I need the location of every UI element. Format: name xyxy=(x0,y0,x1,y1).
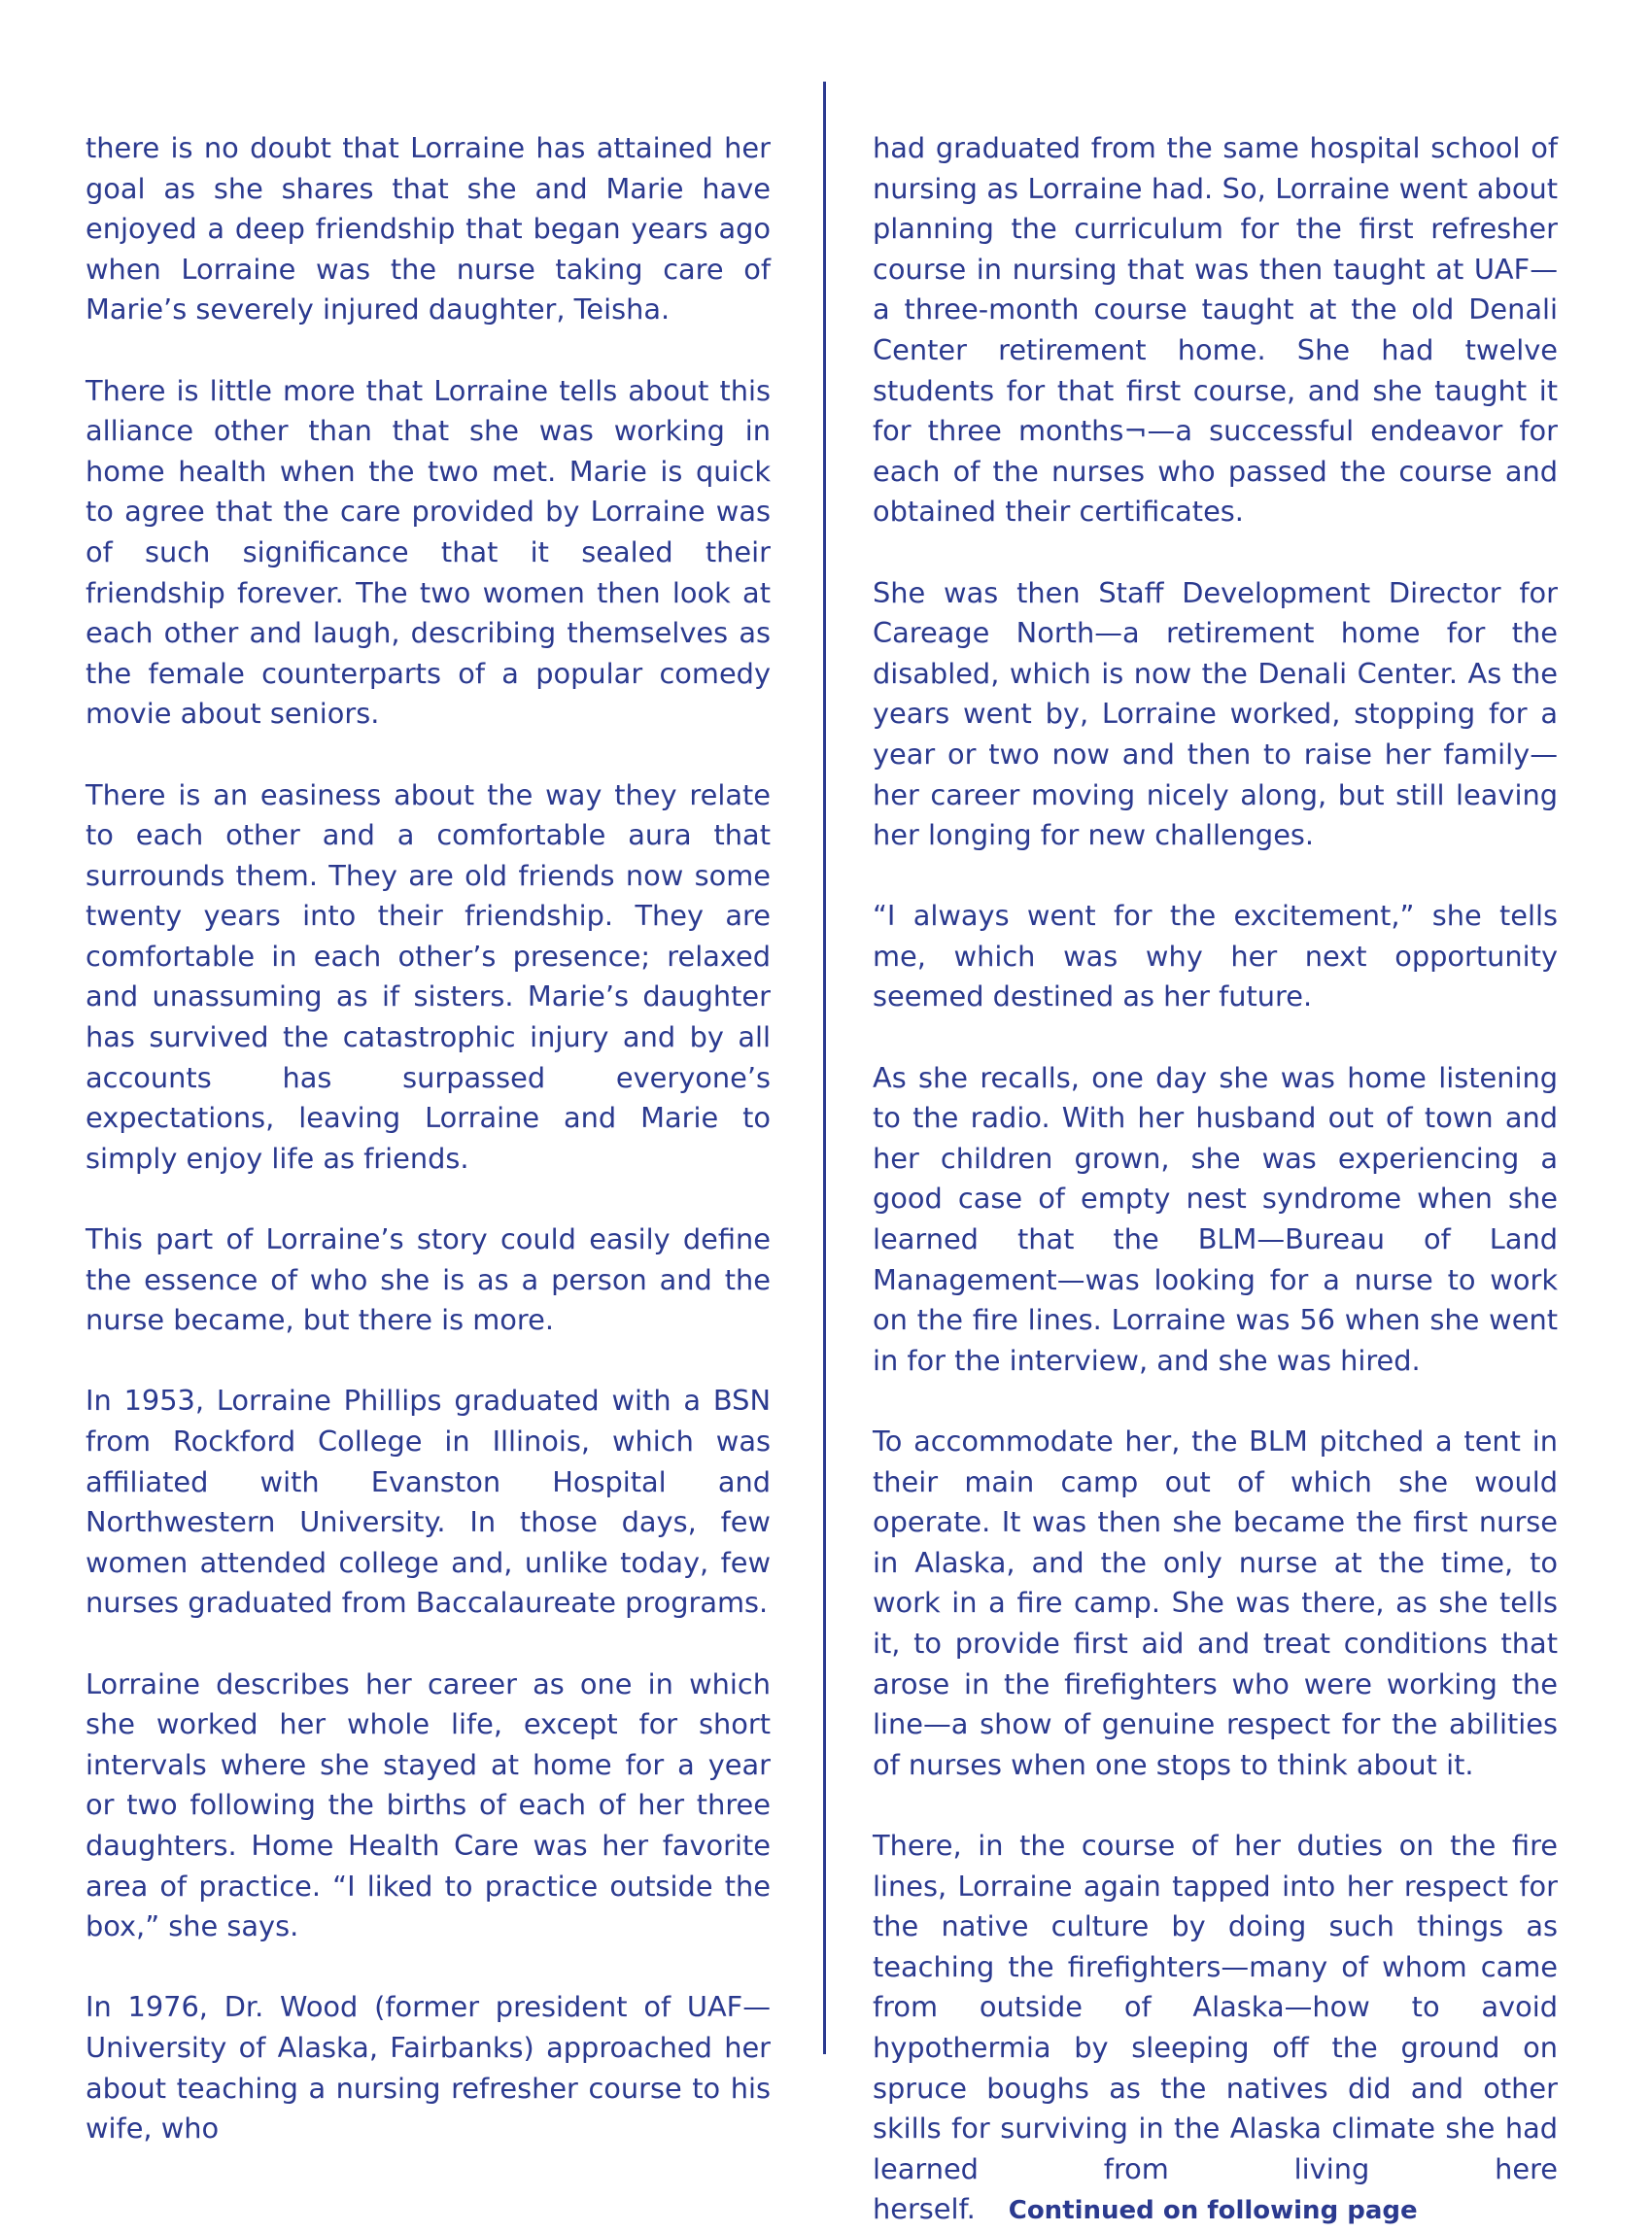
paragraph: She was then Staff Development Director for Careage North—a retirement home for the disabled, which is now the Denali Center. As the years went by, Lorraine worked, stopping for a year or two now and then to raise her family—her career moving nicely along, but still leaving her longing for new challenges. xyxy=(873,575,1558,852)
paragraph: To accommodate her, the BLM pitched a tent in their main camp out of which she would operate. It was then she became the first nurse in Alaska, and the only nurse at the time, to work in a fire camp. She was there, as she tells it, to provide first aid and treat conditions that arose in the firefighters who were working the line—a show of genuine respect for the abilities of nurses when one stops to think about it. xyxy=(873,1425,1558,1781)
paragraph: This part of Lorraine’s story could easily define the essence of who she is as a person and the nurse became, but there is more. xyxy=(86,1222,771,1337)
column-divider xyxy=(823,82,826,2054)
paragraph: “I always went for the excitement,” she tells me, which was why her next opportunity seemed destined as her future. xyxy=(873,899,1558,1013)
paragraph: In 1953, Lorraine Phillips graduated with a BSN from Rockford College in Illinois, which was affiliated with Evanston Hospital and Northwestern University. In those days, few women attended college and, unlike today, few nurses graduated from Baccalaureate programs. xyxy=(86,1384,771,1620)
paragraph: Lorraine describes her career as one in which she worked her whole life, except for short intervals where she stayed at home for a year or two following the births of each of her three daughters. Home Health Care was her favorite area of practice. “I liked to practice outside the box,” she says. xyxy=(86,1666,771,1943)
paragraph: As she recalls, one day she was home listening to the radio. With her husband out of town and her children grown, she was experiencing a good case of empty nest syndrome when she learned that the BLM—Bureau of Land Management—was looking for a nurse to work on the fire lines. Lorraine was 56 when she went in for the interview, and she was hired. xyxy=(873,1060,1558,1377)
paragraph: There is little more that Lorraine tells about this alliance other than that she was working in home health when the two met. Marie is quick to agree that the care provided by Lorraine was of such significance that it sealed their friendship forever. The two women then look at each other and laugh, describing themselves as the female counterparts of a popular comedy movie about seniors. xyxy=(86,373,771,731)
paragraph: There is an easiness about the way they relate to each other and a comfortable aura that surrounds them. They are old friends now some twenty years into their friendship. They are comfortable in each other’s presence; relaxed and unassuming as if sisters. Marie’s daughter has survived the catastrophic injury and by all accounts has surpassed everyone’s expectations, leaving Lorraine and Marie to simply enjoy life as friends. xyxy=(86,777,771,1175)
paragraph: In 1976, Dr. Wood (former president of UAF—University of Alaska, Fairbanks) approached her about teaching a nursing refresher course to his wife, who xyxy=(86,1990,771,2146)
right-column xyxy=(873,128,1558,2232)
paragraph: had graduated from the same hospital school of nursing as Lorraine had. So, Lorraine went about planning the curriculum for the first refresher course in nursing that was then taught at UAF— a three-month course taught at the old Denali Center retirement home. She had twelve students for that first course, and she taught it for three months¬—a successful endeavor for each of the nurses who passed the course and obtained their certificates. xyxy=(873,131,1558,529)
paragraph-text: There, in the course of her duties on the fire lines, Lorraine again tapped into her respect for the native culture by doing such things as teaching the firefighters—many of whom came from outside of Alaska—how to avoid hypothermia by sleeping off the ground on spruce boughs as the natives did and other skills for surviving in the Alaska climate she had learned from living here herself. xyxy=(873,1828,1558,2226)
continued-label: Continued on following page xyxy=(1008,2196,1418,2226)
left-column xyxy=(86,128,771,2149)
paragraph: there is no doubt that Lorraine has attained her goal as she shares that she and Marie have enjoyed a deep friendship that began years ago when Lorraine was the nurse taking care of Marie’s severely injured daughter, Teisha. xyxy=(86,131,771,326)
paragraph-with-continuation xyxy=(873,1826,1558,2232)
